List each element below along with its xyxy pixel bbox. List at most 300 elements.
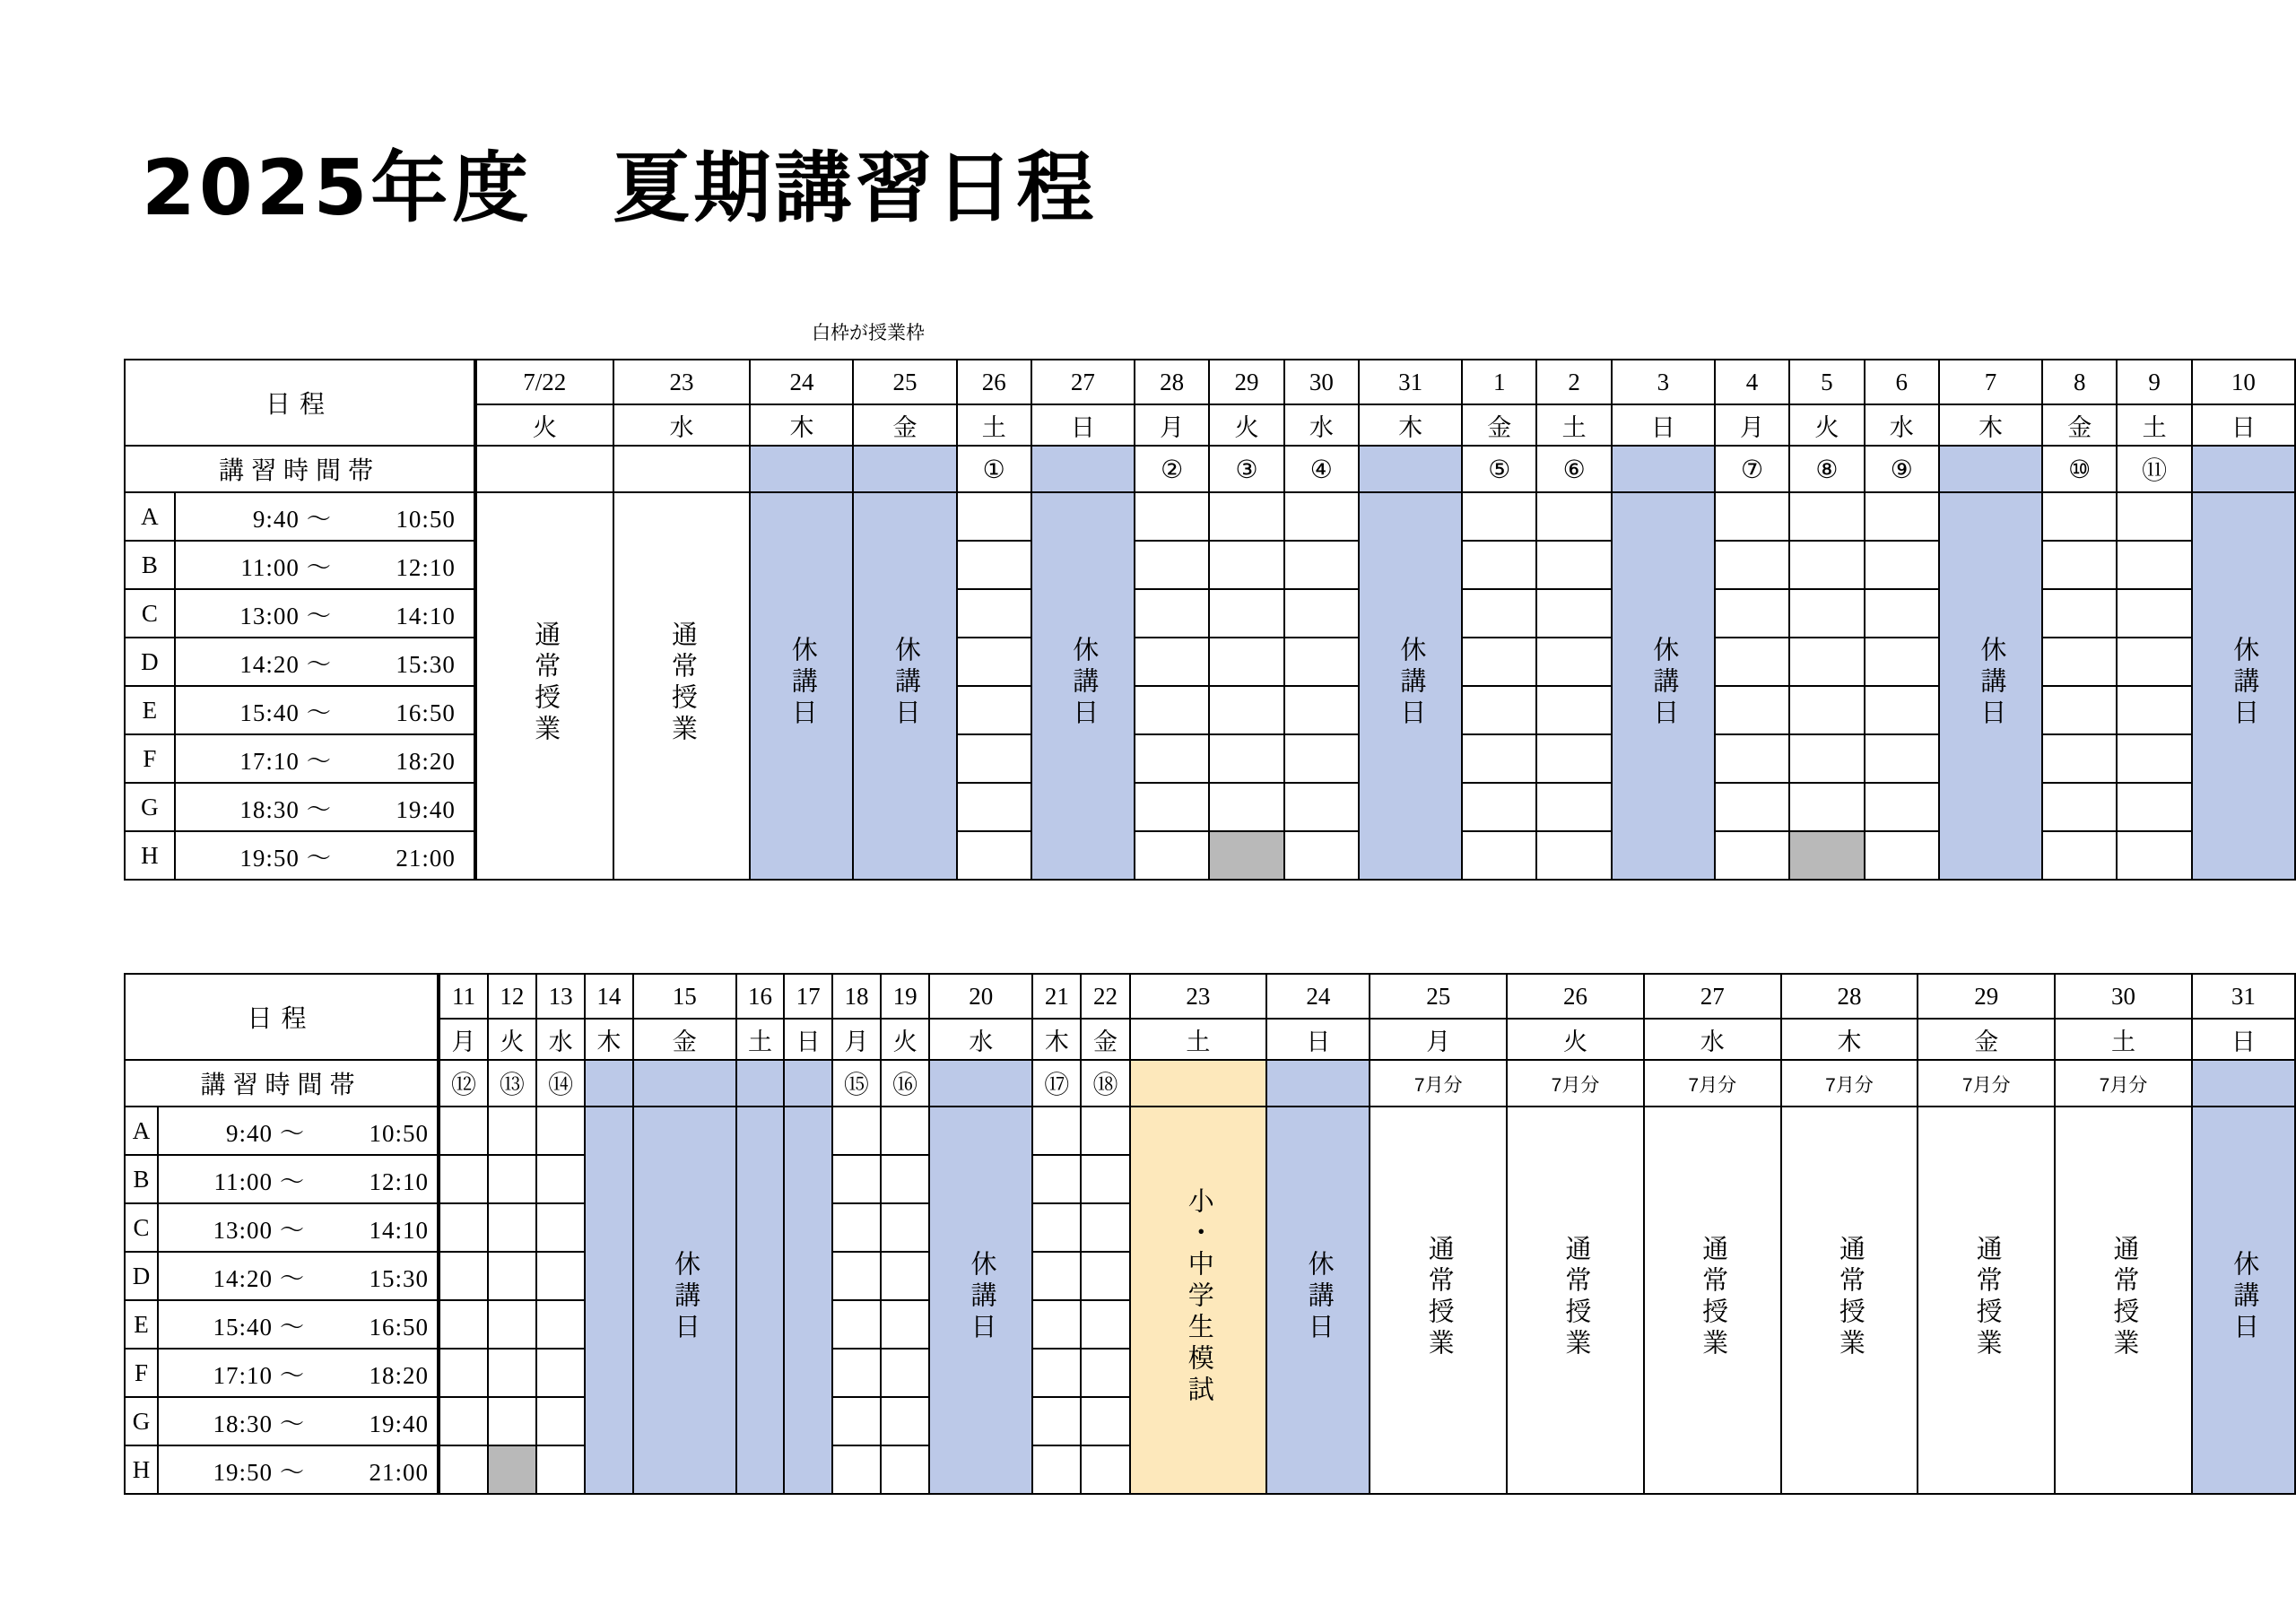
schedule-cell[interactable] (536, 1107, 585, 1155)
period-time: 15:40 ～ 16:50 (175, 686, 475, 734)
schedule-cell[interactable] (1032, 1349, 1081, 1397)
schedule-cell[interactable] (2117, 492, 2191, 541)
schedule-cell[interactable] (832, 1155, 881, 1203)
date-cell: 9 (2117, 360, 2191, 404)
schedule-cell[interactable] (536, 1349, 585, 1397)
schedule-cell[interactable] (585, 1107, 633, 1494)
schedule-cell[interactable] (439, 1107, 488, 1155)
weekday-cell: 金 (2042, 404, 2117, 446)
weekday-cell: 月 (1715, 404, 1789, 446)
schedule-cell[interactable] (2042, 589, 2117, 638)
date-cell: 30 (1284, 360, 1359, 404)
period-time: 19:50 ～ 21:00 (175, 831, 475, 880)
period-code: D (125, 1252, 158, 1300)
slot-cell (633, 1060, 736, 1107)
schedule-cell[interactable] (957, 831, 1031, 880)
schedule-cell[interactable] (1789, 783, 1864, 831)
schedule-cell[interactable]: 休講日 (1939, 492, 2042, 880)
weekday-cell: 金 (633, 1019, 736, 1060)
schedule-cell[interactable] (1209, 734, 1283, 783)
schedule-cell[interactable] (1536, 783, 1611, 831)
weekday-cell: 火 (1209, 404, 1283, 446)
slot-cell: 7月分 (1781, 1060, 1918, 1107)
period-code: E (125, 686, 175, 734)
slot-cell: ⑥ (1536, 446, 1611, 492)
period-code: H (125, 831, 175, 880)
schedule-cell[interactable] (1536, 492, 1611, 541)
schedule-cell[interactable] (1135, 783, 1209, 831)
schedule-cell[interactable] (1462, 831, 1536, 880)
schedule-cell[interactable] (488, 1397, 536, 1445)
period-time: 11:00 ～ 12:10 (158, 1155, 439, 1203)
date-cell: 21 (1032, 974, 1081, 1019)
schedule-cell[interactable] (2117, 541, 2191, 589)
period-time: 9:40 ～ 10:50 (158, 1107, 439, 1155)
schedule-cell[interactable] (1715, 638, 1789, 686)
schedule-cell[interactable]: 通常授業 (1781, 1107, 1918, 1494)
schedule-cell[interactable] (1789, 831, 1864, 880)
weekday-cell: 火 (1789, 404, 1864, 446)
schedule-cell[interactable] (1032, 1300, 1081, 1349)
schedule-cell[interactable] (1284, 589, 1359, 638)
weekday-cell: 木 (1032, 1019, 1081, 1060)
slot-cell: ⑨ (1865, 446, 1939, 492)
slot-cell (853, 446, 956, 492)
schedule-cell[interactable] (439, 1155, 488, 1203)
schedule-cell[interactable] (832, 1252, 881, 1300)
schedule-cell[interactable] (488, 1155, 536, 1203)
period-time: 9:40 ～ 10:50 (175, 492, 475, 541)
schedule-cell[interactable] (1284, 783, 1359, 831)
date-cell: 26 (957, 360, 1031, 404)
slot-cell: ⑧ (1789, 446, 1864, 492)
weekday-cell: 火 (488, 1019, 536, 1060)
schedule-cell[interactable] (832, 1300, 881, 1349)
schedule-cell[interactable] (1209, 686, 1283, 734)
schedule-cell[interactable] (1715, 831, 1789, 880)
schedule-cell[interactable]: 通常授業 (475, 492, 613, 880)
schedule-cell[interactable] (536, 1155, 585, 1203)
schedule-cell[interactable]: 休講日 (2192, 1107, 2295, 1494)
date-cell: 5 (1789, 360, 1864, 404)
schedule-cell[interactable] (1865, 638, 1939, 686)
schedule-cell[interactable]: 通常授業 (1918, 1107, 2055, 1494)
weekday-cell: 日 (2192, 404, 2295, 446)
date-cell: 7 (1939, 360, 2042, 404)
weekday-cell: 水 (1644, 1019, 1781, 1060)
date-cell: 6 (1865, 360, 1939, 404)
slot-cell (1612, 446, 1715, 492)
schedule-cell[interactable] (1715, 734, 1789, 783)
period-time: 18:30 ～ 19:40 (158, 1397, 439, 1445)
schedule-cell[interactable] (1715, 492, 1789, 541)
schedule-cell[interactable] (1462, 686, 1536, 734)
schedule-cell[interactable]: 休講日 (1266, 1107, 1370, 1494)
schedule-cell[interactable] (881, 1445, 929, 1494)
schedule-cell[interactable] (957, 589, 1031, 638)
period-time: 14:20 ～ 15:30 (158, 1252, 439, 1300)
schedule-cell[interactable] (439, 1445, 488, 1494)
schedule-cell[interactable] (1462, 541, 1536, 589)
date-cell: 15 (633, 974, 736, 1019)
date-header: 日程 (125, 360, 475, 446)
date-cell: 7/22 (475, 360, 613, 404)
schedule-cell[interactable] (488, 1349, 536, 1397)
schedule-cell[interactable] (1789, 541, 1864, 589)
schedule-cell[interactable] (2117, 589, 2191, 638)
page-title: 2025年度 夏期講習日程 (142, 143, 1098, 233)
schedule-cell[interactable] (881, 1107, 929, 1155)
slot-cell: 7月分 (1644, 1060, 1781, 1107)
slot-cell: ① (957, 446, 1031, 492)
slot-cell (613, 446, 751, 492)
date-cell: 2 (1536, 360, 1611, 404)
schedule-cell[interactable]: 通常授業 (613, 492, 751, 880)
schedule-cell[interactable] (1135, 734, 1209, 783)
schedule-cell[interactable] (439, 1203, 488, 1252)
slot-cell: ⑫ (439, 1060, 488, 1107)
period-code: A (125, 492, 175, 541)
slot-cell: ⑦ (1715, 446, 1789, 492)
schedule-cell[interactable] (488, 1107, 536, 1155)
schedule-cell[interactable] (1135, 686, 1209, 734)
schedule-cell[interactable] (1865, 589, 1939, 638)
schedule-cell[interactable] (1715, 589, 1789, 638)
weekday-cell: 土 (2055, 1019, 2192, 1060)
period-time: 17:10 ～ 18:20 (175, 734, 475, 783)
weekday-cell: 日 (784, 1019, 832, 1060)
schedule-cell[interactable] (957, 492, 1031, 541)
period-code: B (125, 541, 175, 589)
slot-cell (750, 446, 853, 492)
schedule-cell[interactable]: 休講日 (1612, 492, 1715, 880)
schedule-cell[interactable] (1209, 541, 1283, 589)
weekday-cell: 金 (1462, 404, 1536, 446)
weekday-cell: 水 (1865, 404, 1939, 446)
schedule-cell[interactable] (2042, 686, 2117, 734)
date-cell: 8 (2042, 360, 2117, 404)
date-cell: 28 (1781, 974, 1918, 1019)
period-code: C (125, 589, 175, 638)
slot-cell: ⑩ (2042, 446, 2117, 492)
slot-cell: 7月分 (2055, 1060, 2192, 1107)
slot-cell (1130, 1060, 1267, 1107)
slot-cell (1939, 446, 2042, 492)
schedule-cell[interactable] (2042, 638, 2117, 686)
schedule-cell[interactable] (784, 1107, 832, 1494)
slot-cell: ⑱ (1081, 1060, 1129, 1107)
schedule-cell[interactable] (488, 1252, 536, 1300)
schedule-cell[interactable] (2042, 734, 2117, 783)
schedule-cell[interactable] (1536, 831, 1611, 880)
schedule-cell[interactable] (1789, 686, 1864, 734)
schedule-cell[interactable] (736, 1107, 785, 1494)
date-cell: 31 (2192, 974, 2295, 1019)
schedule-cell[interactable] (2042, 492, 2117, 541)
schedule-cell[interactable] (1715, 783, 1789, 831)
schedule-cell[interactable] (2042, 783, 2117, 831)
schedule-cell[interactable] (1536, 541, 1611, 589)
weekday-cell: 木 (750, 404, 853, 446)
schedule-cell[interactable] (1789, 734, 1864, 783)
weekday-cell: 月 (832, 1019, 881, 1060)
schedule-cell[interactable] (1209, 783, 1283, 831)
weekday-cell: 日 (1031, 404, 1135, 446)
schedule-cell[interactable] (2042, 541, 2117, 589)
schedule-cell[interactable] (1081, 1107, 1129, 1155)
schedule-cell[interactable] (881, 1203, 929, 1252)
schedule-cell[interactable]: 通常授業 (1644, 1107, 1781, 1494)
schedule-cell[interactable] (1536, 686, 1611, 734)
date-cell: 18 (832, 974, 881, 1019)
schedule-cell[interactable] (536, 1300, 585, 1349)
schedule-cell[interactable] (2117, 638, 2191, 686)
schedule-cell[interactable] (1032, 1445, 1081, 1494)
slot-header: 講習時間帯 (125, 446, 475, 492)
schedule-cell[interactable]: 休講日 (2192, 492, 2295, 880)
schedule-cell[interactable] (1081, 1300, 1129, 1349)
weekday-cell: 火 (475, 404, 613, 446)
schedule-cell[interactable] (1462, 638, 1536, 686)
weekday-cell: 土 (957, 404, 1031, 446)
date-cell: 26 (1507, 974, 1644, 1019)
schedule-cell[interactable] (1789, 638, 1864, 686)
schedule-cell[interactable] (1284, 492, 1359, 541)
schedule-cell[interactable] (2117, 686, 2191, 734)
schedule-cell[interactable]: 通常授業 (1507, 1107, 1644, 1494)
schedule-cell[interactable] (1462, 589, 1536, 638)
white-frame-note: 白枠が授業枠 (812, 323, 925, 343)
date-cell: 10 (2192, 360, 2295, 404)
weekday-cell: 日 (1266, 1019, 1370, 1060)
schedule-cell[interactable] (1715, 541, 1789, 589)
period-code: G (125, 783, 175, 831)
date-cell: 16 (736, 974, 785, 1019)
date-cell: 13 (536, 974, 585, 1019)
schedule-cell[interactable]: 休講日 (1031, 492, 1135, 880)
schedule-cell[interactable] (488, 1300, 536, 1349)
slot-header: 講習時間帯 (125, 1060, 439, 1107)
schedule-cell[interactable] (1081, 1445, 1129, 1494)
weekday-cell: 土 (736, 1019, 785, 1060)
weekday-cell: 木 (1359, 404, 1462, 446)
schedule-cell[interactable] (1536, 734, 1611, 783)
schedule-cell[interactable] (1865, 686, 1939, 734)
period-code: F (125, 734, 175, 783)
schedule-cell[interactable] (1284, 541, 1359, 589)
period-time: 13:00 ～ 14:10 (175, 589, 475, 638)
period-time: 18:30 ～ 19:40 (175, 783, 475, 831)
schedule-cell[interactable]: 通常授業 (1370, 1107, 1507, 1494)
date-cell: 20 (929, 974, 1032, 1019)
schedule-cell[interactable]: 休講日 (633, 1107, 736, 1494)
schedule-cell[interactable] (2117, 831, 2191, 880)
date-cell: 22 (1081, 974, 1129, 1019)
schedule-cell[interactable] (1462, 492, 1536, 541)
schedule-cell[interactable] (536, 1397, 585, 1445)
schedule-cell[interactable] (881, 1397, 929, 1445)
slot-cell: 7月分 (1370, 1060, 1507, 1107)
slot-cell (1359, 446, 1462, 492)
date-header: 日程 (125, 974, 439, 1060)
date-cell: 23 (613, 360, 751, 404)
period-code: B (125, 1155, 158, 1203)
schedule-cell[interactable] (1462, 783, 1536, 831)
slot-cell (2192, 1060, 2295, 1107)
schedule-cell[interactable]: 休講日 (750, 492, 853, 880)
schedule-cell[interactable]: 通常授業 (2055, 1107, 2192, 1494)
schedule-cell[interactable] (488, 1203, 536, 1252)
weekday-cell: 土 (1536, 404, 1611, 446)
schedule-cell[interactable] (832, 1203, 881, 1252)
date-cell: 25 (853, 360, 956, 404)
schedule-cell[interactable] (488, 1445, 536, 1494)
schedule-cell[interactable] (832, 1107, 881, 1155)
schedule-cell[interactable] (1865, 831, 1939, 880)
date-cell: 28 (1135, 360, 1209, 404)
schedule-cell[interactable] (1032, 1397, 1081, 1445)
schedule-cell[interactable] (1284, 831, 1359, 880)
slot-cell: ⑤ (1462, 446, 1536, 492)
schedule-cell[interactable] (1135, 541, 1209, 589)
schedule-cell[interactable]: 休講日 (853, 492, 956, 880)
date-cell: 27 (1644, 974, 1781, 1019)
slot-cell: ⑪ (2117, 446, 2191, 492)
slot-cell (1266, 1060, 1370, 1107)
period-code: E (125, 1300, 158, 1349)
schedule-cell[interactable]: 休講日 (929, 1107, 1032, 1494)
schedule-cell[interactable] (1789, 492, 1864, 541)
date-cell: 24 (750, 360, 853, 404)
schedule-cell[interactable] (881, 1349, 929, 1397)
slot-cell: ⑬ (488, 1060, 536, 1107)
schedule-cell[interactable] (2042, 831, 2117, 880)
weekday-cell: 水 (536, 1019, 585, 1060)
date-cell: 1 (1462, 360, 1536, 404)
weekday-cell: 木 (1781, 1019, 1918, 1060)
date-cell: 30 (2055, 974, 2192, 1019)
schedule-cell[interactable] (1135, 638, 1209, 686)
schedule-cell[interactable] (1789, 589, 1864, 638)
period-time: 13:00 ～ 14:10 (158, 1203, 439, 1252)
period-code: F (125, 1349, 158, 1397)
weekday-cell: 水 (1284, 404, 1359, 446)
schedule-cell[interactable] (1209, 831, 1283, 880)
schedule-cell[interactable] (1865, 541, 1939, 589)
schedule-cell[interactable] (832, 1349, 881, 1397)
schedule-cell[interactable] (1284, 638, 1359, 686)
period-code: D (125, 638, 175, 686)
schedule-cell[interactable] (881, 1155, 929, 1203)
schedule-cell[interactable] (1081, 1349, 1129, 1397)
schedule-cell[interactable] (536, 1445, 585, 1494)
schedule-cell[interactable] (1284, 686, 1359, 734)
weekday-cell: 日 (1612, 404, 1715, 446)
schedule-cell[interactable] (1081, 1397, 1129, 1445)
date-cell: 17 (784, 974, 832, 1019)
date-cell: 29 (1918, 974, 2055, 1019)
schedule-cell[interactable] (1032, 1252, 1081, 1300)
schedule-cell[interactable] (1135, 831, 1209, 880)
schedule-cell[interactable] (439, 1349, 488, 1397)
schedule-cell[interactable] (1209, 638, 1283, 686)
schedule-table-second-half (124, 973, 2296, 1495)
schedule-cell[interactable] (957, 783, 1031, 831)
schedule-cell[interactable] (1032, 1107, 1081, 1155)
schedule-cell[interactable] (881, 1300, 929, 1349)
schedule-cell[interactable] (957, 541, 1031, 589)
weekday-cell: 火 (881, 1019, 929, 1060)
slot-cell: 7月分 (1918, 1060, 2055, 1107)
schedule-cell[interactable] (1135, 492, 1209, 541)
schedule-cell[interactable] (2117, 783, 2191, 831)
schedule-cell[interactable] (1865, 734, 1939, 783)
schedule-cell[interactable] (439, 1252, 488, 1300)
schedule-cell[interactable] (1032, 1155, 1081, 1203)
schedule-cell[interactable] (957, 734, 1031, 783)
date-cell: 23 (1130, 974, 1267, 1019)
date-cell: 3 (1612, 360, 1715, 404)
schedule-cell[interactable] (1715, 686, 1789, 734)
date-cell: 31 (1359, 360, 1462, 404)
schedule-cell[interactable]: 休講日 (1359, 492, 1462, 880)
weekday-cell: 金 (1081, 1019, 1129, 1060)
period-code: H (125, 1445, 158, 1494)
weekday-cell: 水 (613, 404, 751, 446)
weekday-cell: 月 (1135, 404, 1209, 446)
schedule-cell[interactable] (439, 1397, 488, 1445)
schedule-cell[interactable] (1081, 1252, 1129, 1300)
slot-cell: ② (1135, 446, 1209, 492)
schedule-cell[interactable] (2117, 734, 2191, 783)
period-time: 11:00 ～ 12:10 (175, 541, 475, 589)
weekday-cell: 金 (853, 404, 956, 446)
date-cell: 11 (439, 974, 488, 1019)
schedule-cell[interactable] (439, 1300, 488, 1349)
schedule-cell[interactable] (1209, 492, 1283, 541)
schedule-cell[interactable] (957, 638, 1031, 686)
schedule-cell[interactable] (1081, 1155, 1129, 1203)
weekday-cell: 火 (1507, 1019, 1644, 1060)
schedule-cell[interactable] (1209, 589, 1283, 638)
schedule-cell[interactable] (957, 686, 1031, 734)
schedule-cell[interactable] (1865, 783, 1939, 831)
schedule-cell[interactable] (1536, 589, 1611, 638)
schedule-cell[interactable] (1865, 492, 1939, 541)
schedule-cell[interactable] (1536, 638, 1611, 686)
schedule-cell[interactable] (1135, 589, 1209, 638)
schedule-cell[interactable] (536, 1252, 585, 1300)
slot-cell (1031, 446, 1135, 492)
schedule-cell[interactable] (832, 1445, 881, 1494)
schedule-cell[interactable] (1081, 1203, 1129, 1252)
date-cell: 29 (1209, 360, 1283, 404)
slot-cell: ⑭ (536, 1060, 585, 1107)
schedule-cell[interactable] (1462, 734, 1536, 783)
slot-cell (585, 1060, 633, 1107)
period-code: G (125, 1397, 158, 1445)
schedule-cell[interactable] (536, 1203, 585, 1252)
slot-cell: 7月分 (1507, 1060, 1644, 1107)
slot-cell: ③ (1209, 446, 1283, 492)
schedule-cell[interactable] (1032, 1203, 1081, 1252)
schedule-cell[interactable] (881, 1252, 929, 1300)
period-code: A (125, 1107, 158, 1155)
schedule-cell[interactable] (832, 1397, 881, 1445)
date-cell: 12 (488, 974, 536, 1019)
schedule-cell[interactable]: 小・中学生模試 (1130, 1107, 1267, 1494)
schedule-cell[interactable] (1284, 734, 1359, 783)
